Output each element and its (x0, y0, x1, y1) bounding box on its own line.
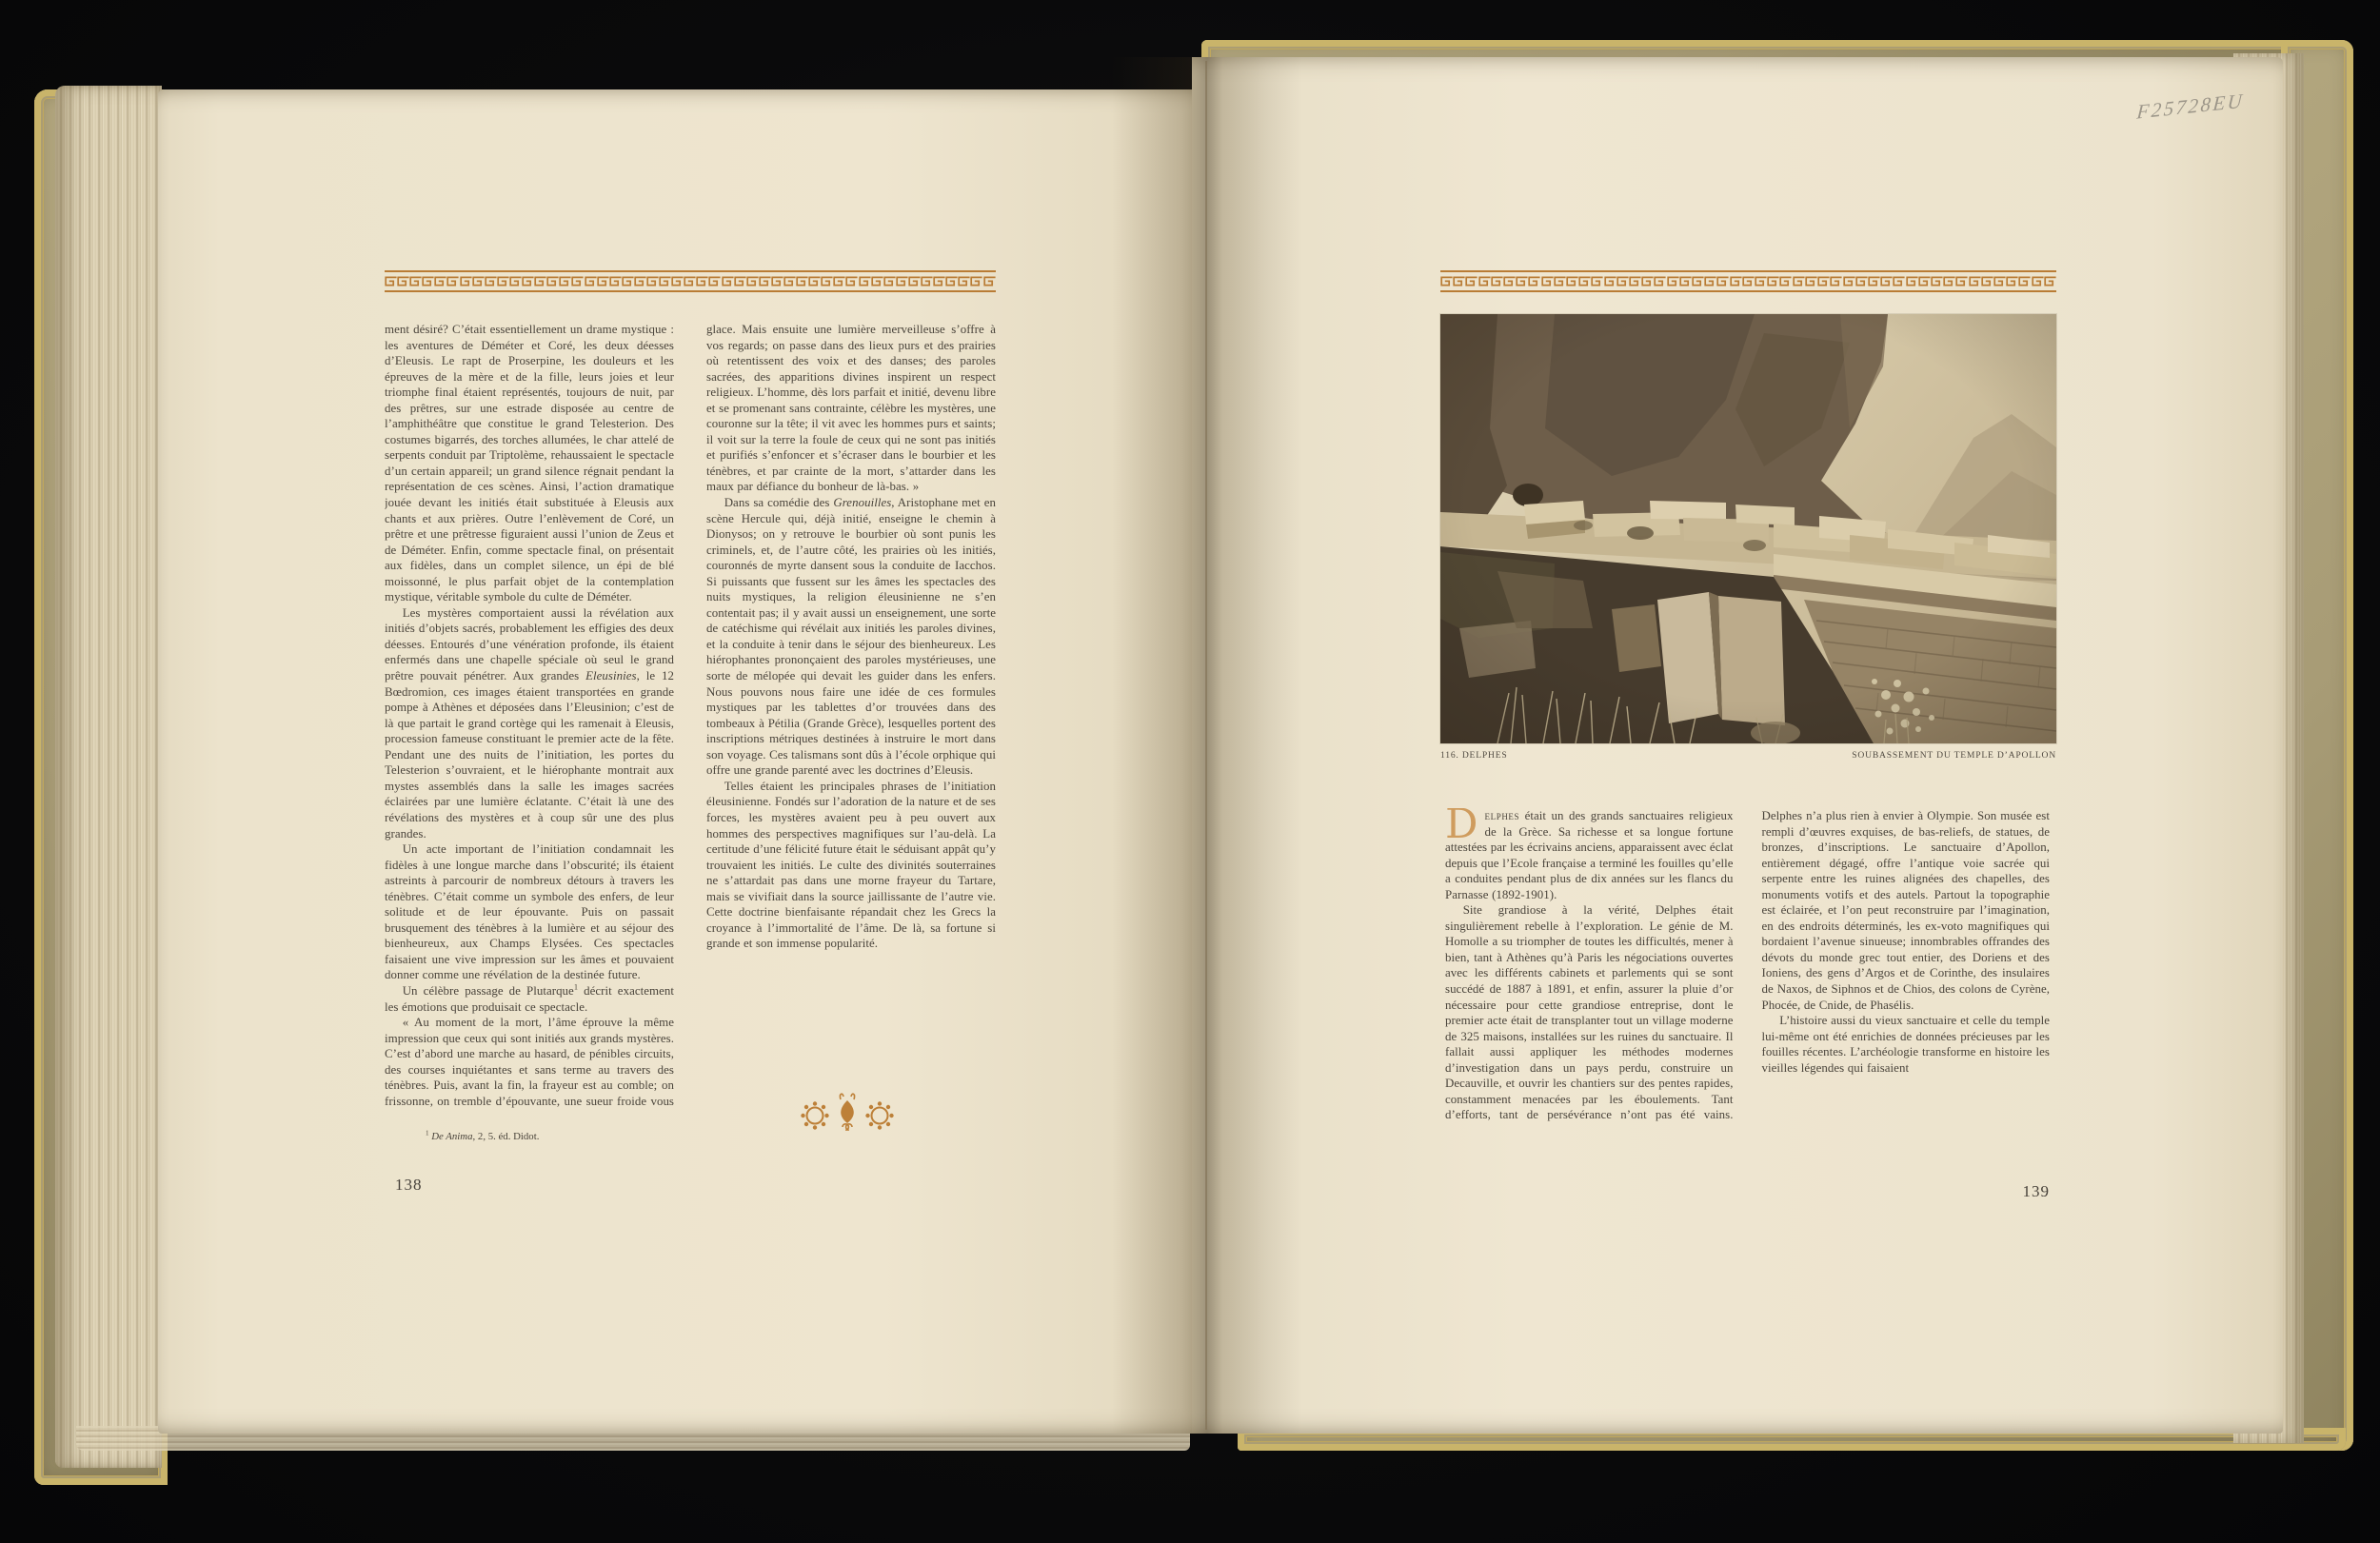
greek-key-unit (597, 276, 609, 289)
greek-key-unit (659, 276, 671, 289)
paragraph: « Au moment de la mort, l’âme éprouve la même impression que ceux qui sont initiés aux grands mystères. C’est d’abord une marche au hasard, de pénibles circuits, des courses inquiétantes et sans terme au travers des ténèbres. Puis, avant la fin, la frayeur est au comble; on frissonne, on tremble d’épouvante, une sueur froide vous glace. Mais ensuite une lumière merveilleuse s’offre à vos regards; on passe dans des lieux purs et des prairies où retentissent des voix et des danses; des paroles sacrées, des apparitions divines inspirent un respect religieux. L’homme, dès lors parfait et initié, devenu libre et se promenant sans contrainte, célèbre les mystères, une couronne sur la tête; il vit avec les hommes purs et saints; il voit sur la terre la foule de ceux qui ne sont pas initiés et purifiés s’enfoncer et s’écraser dans le bourbier et les ténèbres, et par crainte de la mort, s’attarder dans les maux par défiance du bonheur de là-bas. » (385, 323, 996, 1108)
greek-key-unit (696, 276, 708, 289)
greek-key-unit (970, 276, 982, 289)
greek-key-unit (2032, 276, 2044, 289)
greek-key-unit (1793, 276, 1805, 289)
greek-key-unit (1906, 276, 1918, 289)
greek-key-unit (472, 276, 485, 289)
greek-key-unit (1880, 276, 1893, 289)
greek-key-unit (522, 276, 534, 289)
greek-key-unit (1779, 276, 1792, 289)
greek-key-unit (559, 276, 571, 289)
greek-key-border-left (385, 270, 996, 292)
greek-key-unit (571, 276, 584, 289)
greek-key-unit (385, 276, 397, 289)
greek-key-unit (1641, 276, 1654, 289)
greek-key-unit (908, 276, 921, 289)
greek-key-unit (1503, 276, 1516, 289)
greek-key-unit (1616, 276, 1629, 289)
greek-key-unit (1843, 276, 1855, 289)
greek-key-unit (1491, 276, 1503, 289)
greek-key-unit (2006, 276, 2018, 289)
greek-key-unit (1629, 276, 1641, 289)
greek-key-unit (1440, 276, 1453, 289)
greek-key-unit (609, 276, 622, 289)
printer-ornament (790, 1089, 904, 1138)
pencil-shelfmark-note: F25728EU (2135, 89, 2246, 124)
greek-key-unit (1478, 276, 1491, 289)
greek-key-unit (622, 276, 634, 289)
greek-key-unit (945, 276, 958, 289)
paragraph: Un célèbre passage de Plutarque$^1$ décrit exactement les émotions que produisait ce spectacle. (385, 982, 674, 1014)
greek-key-unit (821, 276, 833, 289)
greek-key-unit (1893, 276, 1905, 289)
greek-key-unit (1981, 276, 1993, 289)
greek-key-unit (1931, 276, 1943, 289)
greek-key-unit (1692, 276, 1704, 289)
paragraph: Telles étaient les principales phrases de l’initiation éleusinienne. Fondés sur l’adoration de la nature et de ses forces, les mystères avaient peu à peu ouvert aux hommes des perspectives magnifiques sur l’au-delà. La certitude d’une félicité future était le séduisant appât qu’y trouvaient les initiés. Le culte des divinités souterraines ne s’attardait pas dans une morne frayeur du Tartare, mais se vivifiait dans la source jaillissante de l’autre vie. Cette doctrine bienfaisante répandait chez les Grecs la croyance à l’immortalité de l’âme. De là, sa fortune si grande et son immense popularité. (706, 779, 996, 951)
greek-key-unit (1591, 276, 1603, 289)
greek-key-unit (859, 276, 871, 289)
greek-key-unit (446, 276, 459, 289)
right-page (1192, 57, 2283, 1434)
greek-key-unit (634, 276, 646, 289)
greek-key-unit (671, 276, 684, 289)
delphi-photogravure (1440, 314, 2056, 743)
greek-key-unit (1566, 276, 1578, 289)
drop-cap-initial: D (1445, 808, 1478, 848)
greek-key-pattern (385, 276, 996, 292)
greek-key-unit (1943, 276, 1955, 289)
greek-key-unit (1604, 276, 1616, 289)
greek-key-unit (746, 276, 759, 289)
greek-key-unit (1918, 276, 1931, 289)
greek-key-unit (734, 276, 746, 289)
greek-key-unit (684, 276, 696, 289)
greek-key-unit (1554, 276, 1566, 289)
greek-key-unit (397, 276, 409, 289)
page-edges-left-stack (55, 86, 162, 1468)
greek-key-unit (1855, 276, 1868, 289)
greek-key-unit (1830, 276, 1842, 289)
greek-key-unit (1578, 276, 1591, 289)
photo-caption-title: SOUBASSEMENT DU TEMPLE D’APOLLON (1852, 750, 2056, 761)
greek-key-unit (1453, 276, 1465, 289)
footnote: $^1$ De Anima, 2, 5. éd. Didot. (426, 1129, 540, 1142)
page-number-right: 139 (2022, 1182, 2050, 1200)
greek-key-unit (933, 276, 945, 289)
greek-key-unit (1767, 276, 1779, 289)
greek-key-unit (534, 276, 546, 289)
greek-key-unit (1805, 276, 1817, 289)
greek-key-unit (1528, 276, 1540, 289)
greek-key-unit (1742, 276, 1755, 289)
photo-caption-number: 116. DELPHES (1440, 750, 1508, 761)
greek-key-unit (921, 276, 933, 289)
greek-key-unit (1993, 276, 2006, 289)
greek-key-unit (2044, 276, 2056, 289)
greek-key-unit (871, 276, 883, 289)
greek-key-unit (434, 276, 446, 289)
greek-key-unit (958, 276, 970, 289)
greek-key-unit (845, 276, 858, 289)
greek-key-unit (646, 276, 659, 289)
greek-key-unit (1667, 276, 1679, 289)
paragraph: L’histoire aussi du vieux sanctuaire et celle du temple lui-même ont été enrichies de données précieuses par les fouilles récentes. L’archéologie transforme en histoire les vieilles légendes qui faisaient (1761, 1014, 2050, 1075)
greek-key-unit (1817, 276, 1830, 289)
photo-figure (1440, 314, 2056, 761)
greek-key-unit (722, 276, 734, 289)
greek-key-unit (783, 276, 796, 289)
greek-key-unit (1679, 276, 1692, 289)
greek-key-unit (1704, 276, 1716, 289)
right-page-text-columns (1445, 808, 2050, 1136)
greek-key-unit (1755, 276, 1767, 289)
left-page-text-columns (385, 322, 996, 1119)
paragraph: Les mystères comportaient aussi la révélation aux initiés d’objets sacrés, probablement les effigies des deux déesses. Entourés d’une vénération profonde, ils étaient enfermés dans une chapelle spéciale où seul le grand prêtre pouvait pénétrer. Aux grandes Eleusinies, le 12 Bœdromion, ces images étaient transportées en grande pompe à Athènes et déposées dans l’Eleusinion; c’est de là que partait le grand cortège qui les ramenait à Eleusis, procession fameuse constituant le premier acte de la fête. Pendant une des nuits de l’initiation, les portes du Telesterion s’ouvraient, et le hiérophante montrait aux mystes assemblés dans la salle les images sacrées éclairées par une lumière éclatante. C’était là une des révélations des mystères et à coup sûr une des plus grandes. (385, 605, 674, 841)
greek-key-unit (1730, 276, 1742, 289)
greek-key-unit (1716, 276, 1729, 289)
greek-key-unit (1541, 276, 1554, 289)
greek-key-unit (546, 276, 559, 289)
greek-key-unit (983, 276, 996, 289)
paragraph: Delphes était un des grands sanctuaires religieux de la Grèce. Sa richesse et sa longue fortune attestées par les écrivains anciens, apparaissent avec éclat depuis que l’Ecole française a terminé les fouilles qu’elle a conduites pendant plus de dix années sur les flancs du Parnasse (1892-1901). (1445, 808, 1734, 901)
greek-key-pattern (1440, 276, 2056, 292)
paragraph: Dans sa comédie des Grenouilles, Aristophane met en scène Hercule qui, déjà initié, enseigne le chemin à Dionysos; on y retrouve le bourbier où sont punis les criminels, et, de l’autre côté, les prairies où les initiés, couronnés de myrte dansent sous la conduite de Iacchos. Si puissants que fussent sur les âmes les spectacles des nuits mystiques, la religion éleusinienne ne s’en contentait pas; il y avait aussi un enseignement, une sorte de catéchisme qui révélait aux initiés les paroles divines, et la conduite à tenir dans le séjour des bienheureux. Les hiérophantes prononçaient des paroles mystérieuses, une sorte de mélopée qui devait les guider dans les enfers. Nous pouvons nous faire une idée de ces formules mystiques par les tablettes d’or trouvées dans des tombeaux à Pétilia (Grande Grèce), lesquelles portent des inscriptions métriques destinées à instruire le mort dans son voyage. Ces talismans sont dûs à l’école orphique qui offre une grande parenté avec les doctrines d’Eleusis. (706, 496, 996, 778)
greek-key-unit (1654, 276, 1666, 289)
greek-key-unit (509, 276, 522, 289)
greek-key-unit (409, 276, 422, 289)
greek-key-unit (485, 276, 497, 289)
paragraph: ment désiré? C’était essentiellement un drame mystique : les aventures de Déméter et Coré, les deux déesses d’Eleusis. Le rapt de Proserpine, les douleurs et les épreuves de la mère et de la fille, leurs joies et leur triomphe final étaient représentés, toujours de nuit, par des prêtres, sur une estrade disposée au centre de l’amphithéâtre que constitue le grand Telesterion. Des costumes bigarrés, des torches allumées, le char attelé de serpents conduit par Triptolème, rehaussaient le spectacle d’un certain appareil; un grand silence régnait pendant la représentation de ces scènes. Ainsi, l’action dramatique jouée devant les initiés était substituée à Eleusis aux chants et aux prières. Outre l’enlèvement de Coré, un prêtre et une prêtresse figuraient aussi l’union de Zeus et de Déméter. Enfin, comme spectacle final, on présentait aux fidèles, dans un complet silence, un épi de blé moissonné, le plus parfait objet de la contemplation mystique, véritable symbole du culte de Déméter. (385, 323, 674, 604)
greek-key-unit (796, 276, 808, 289)
greek-key-unit (1465, 276, 1478, 289)
greek-key-unit (759, 276, 771, 289)
greek-key-unit (708, 276, 721, 289)
paragraph: Un acte important de l’initiation condamnait les fidèles à une longue marche dans l’obscurité; ils étaient astreints à parcourir de nombreux détours à travers les ténèbres. C’était comme un symbole des enfers, de leur solitude et de leur épouvante. Puis on passait brusquement des ténèbres à la lumière et au séjour des bienheureux, aux Champs Elysées. Ces spectacles faisaient une vive impression sur les âmes et pouvaient donner comme une révélation de la destinée future. (385, 842, 674, 982)
left-page (158, 89, 1192, 1434)
gutter-crease (1205, 61, 1207, 1430)
greek-key-unit (771, 276, 783, 289)
greek-key-unit (833, 276, 845, 289)
greek-key-unit (2018, 276, 2031, 289)
greek-key-unit (896, 276, 908, 289)
greek-key-unit (1955, 276, 1968, 289)
greek-key-unit (883, 276, 896, 289)
greek-key-unit (585, 276, 597, 289)
paragraph: Site grandiose à la vérité, Delphes était singulièrement rebelle à l’exploration. Le génie de M. Homolle a su triompher de toutes les difficultés, mener à bien, tant à Athènes qu’à Paris les négociations ouvertes avec les différents cabinets et parlements qui se sont succédé de 1887 à 1891, et enfin, assurer la pluie d’or nécessaire pour cette grandiose entreprise, dont le premier acte était de transplanter tout un village moderne de 325 maisons, installées sur les ruines du sanctuaire. Il fallait aussi appliquer les méthodes modernes d’investigation dans un pays perdu, construire un Decauville, et ouvrir les chantiers sur des pentes rapides, constamment menacées par les éboulements. Tant d’efforts, tant de persévérance n’ont pas été vains. Delphes n’a plus rien à envier à Olympie. Son musée est rempli d’œuvres exquises, de bas-reliefs, de statues, de bronzes, d’inscriptions. Le sanctuaire d’Apollon, entièrement dégagé, offre l’antique voie sacrée qui serpente entre les ruines alignées des chapelles, des monuments votifs et des autels. Partout la topographie est éclairée, et l’on peut reconstruire par l’imagination, en des endroits déterminés, les ex-voto magnifiques qui bordaient l’avenue sinueuse; innombrables offrandes des dévots du monde grec tout entier, des Doriens et des Ioniens, des gens d’Argos et de Corinthe, des insulaires de Naxos, de Siphnos et de Chios, des colons de Cyrène, Phocée, de Cnide, de Phasélis. (1445, 809, 2050, 1122)
greek-key-unit (1868, 276, 1880, 289)
greek-key-unit (808, 276, 821, 289)
page-number-left: 138 (395, 1176, 423, 1194)
greek-key-unit (460, 276, 472, 289)
greek-key-unit (497, 276, 509, 289)
greek-key-border-right (1440, 270, 2056, 292)
greek-key-unit (1969, 276, 1981, 289)
greek-key-unit (422, 276, 434, 289)
greek-key-unit (1516, 276, 1528, 289)
